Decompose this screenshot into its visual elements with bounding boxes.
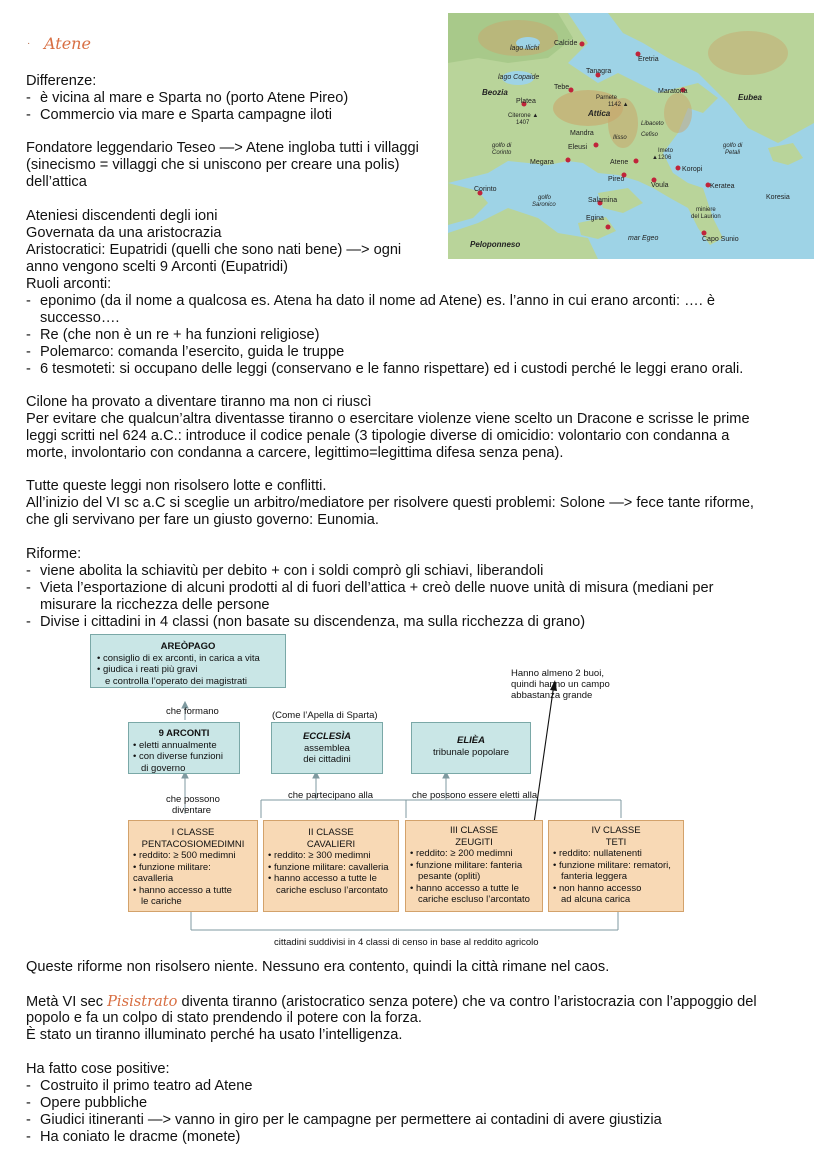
map-label: Corinto — [474, 186, 497, 193]
arconti-title: 9 ARCONTI — [158, 728, 210, 739]
classe-title: IV CLASSE — [591, 825, 641, 836]
arconti-box — [128, 722, 240, 774]
classe-title: II CLASSE — [308, 827, 354, 838]
map-label: golfo di — [723, 143, 743, 149]
map-label: miniere — [696, 207, 716, 213]
heading-bullet: · — [27, 38, 31, 49]
paragraph-line: Queste riforme non risolsero niente. Nessuno era contento, quindi la città rimane nel caos. — [26, 959, 610, 975]
areopago-title: AREÒPAGO — [160, 641, 216, 652]
box-line: • funzione militare: cavalleria — [268, 861, 389, 873]
map-label: 1407 — [516, 120, 530, 126]
paragraph-line: Aristocratici: Eupatridi (quelli che sono nati bene) —> ogni — [26, 242, 402, 258]
classe-4-box — [548, 820, 684, 912]
map-label: Beozia — [482, 88, 508, 97]
map-label: lago Copaide — [498, 74, 540, 81]
box-line: cariche escluso l’arcontato — [418, 894, 530, 905]
classe-title: ZEUGITI — [455, 836, 493, 848]
map-label: Ilisso — [613, 135, 627, 141]
classe-title: I CLASSE — [171, 827, 215, 838]
map-label: Eleusi — [568, 144, 588, 151]
map-label: 1142 ▲ — [608, 102, 629, 108]
map-label: Mandra — [570, 130, 594, 137]
pisistrato-name: Pisistrato — [107, 993, 178, 1010]
map-label: Citerone ▲ — [508, 113, 539, 119]
map-label: Cefiso — [641, 132, 659, 138]
paragraph-line: All’inizio del VI sc a.C si sceglie un arbitro/mediatore per risolvere questi problemi: Solone —> fece tante riforme, — [26, 495, 754, 511]
map-label: Koresia — [766, 194, 790, 201]
paragraph-line: Fondatore leggendario Teseo —> Atene ingloba tutti i villaggi — [26, 140, 419, 156]
box-line: cariche escluso l’arcontato — [276, 884, 388, 896]
box-line: fanteria leggera — [561, 871, 628, 882]
map-label: Parnete — [596, 95, 618, 101]
map-label: Corinto — [492, 150, 512, 156]
map-label: golfo di — [492, 143, 512, 149]
athenian-constitution-diagram — [86, 632, 696, 957]
map-label: Tanagra — [586, 68, 612, 75]
classe-title: III CLASSE — [449, 825, 499, 836]
map-label: Petali — [725, 150, 741, 156]
box-line: • reddito: ≥ 300 medimni — [268, 850, 371, 861]
map-label: Imeto — [658, 148, 674, 154]
paragraph-line: Governata da una aristocrazia — [26, 225, 222, 241]
map-label: Tebe — [554, 84, 570, 91]
differenze-title: Differenze: — [26, 73, 97, 89]
map-label: Koropi — [682, 166, 703, 173]
label-che-formano: che formano — [166, 706, 219, 717]
box-line: • reddito: ≥ 200 medimni — [410, 848, 513, 859]
paragraph-line: popolo e fa un colpo di stato prendendo il potere con la forza. — [26, 1010, 422, 1026]
map-label: Eretria — [638, 56, 659, 63]
positive-title: Ha fatto cose positive: — [26, 1061, 170, 1077]
label-che-partecipano: che partecipano alla — [288, 790, 374, 801]
box-line: tribunale popolare — [432, 746, 510, 758]
box-line: dei cittadini — [303, 754, 351, 765]
box-line: • consiglio di ex arconti, in carica a vita — [97, 652, 260, 664]
map-label: Pireo — [608, 176, 625, 183]
paragraph-line: morte, involontario con condanna a carcere, legittimo=legittima difesa senza pena). — [26, 445, 564, 461]
box-line: • funzione militare: fanteria — [410, 859, 523, 871]
box-line: • hanno accesso a tutte le — [410, 882, 519, 894]
map-label: Attica — [588, 109, 611, 118]
attica-map — [448, 13, 814, 259]
areopago-box — [90, 634, 286, 688]
paragraph-line: leggi scritti nel 624 a.C.: introduce il codice penale (3 tipologie diverse di omicidio: volontario con condanna a — [26, 428, 730, 444]
map-label: Egina — [586, 215, 604, 222]
diagram-footer: cittadini suddivisi in 4 classi di censo in base al reddito agricolo — [274, 937, 539, 948]
label-che-possono: che possono — [166, 794, 220, 805]
classe-title: PENTACOSIOMEDIMNI — [141, 838, 245, 850]
buoi-note-line: quindi hanno un campo — [511, 679, 610, 690]
box-line: di governo — [141, 762, 186, 774]
box-line: • reddito: nullatenenti — [553, 848, 642, 859]
classe-3-box — [405, 820, 543, 912]
box-line: • funzione militare: cavalleria — [133, 861, 211, 884]
paragraph-line: Tutte queste leggi non risolsero lotte e conflitti. — [26, 478, 327, 494]
box-line: assemblea — [304, 742, 350, 754]
map-label: Voula — [651, 182, 669, 189]
map-label: Saronico — [532, 202, 556, 208]
map-label: Keratea — [710, 183, 735, 190]
ecclesia-title: ECCLESÌA — [302, 731, 352, 742]
box-line: pesante (opliti) — [418, 871, 481, 882]
map-label: Salamina — [588, 197, 618, 204]
map-label: Platea — [516, 98, 536, 105]
box-line: • non hanno accesso — [553, 882, 642, 894]
classe-title: CAVALIERI — [306, 838, 356, 850]
box-line: • con diverse funzioni — [133, 751, 223, 762]
box-line: • hanno accesso a tutte — [133, 884, 232, 896]
paragraph-line: Per evitare che qualcun’altra diventasse tiranno o esercitare violenze viene scelto un Dracone e scrisse le prime — [26, 411, 750, 427]
map-label: mar Egeo — [628, 235, 659, 242]
box-line: • funzione militare: rematori, — [553, 859, 671, 871]
paragraph-line: Cilone ha provato a diventare tiranno ma non ci riuscì — [26, 394, 372, 410]
classe-2-box — [263, 820, 399, 912]
box-line: e controlla l’operato dei magistrati — [105, 675, 248, 687]
map-label: Atene — [610, 159, 629, 166]
box-line: • giudica i reati più gravi — [97, 664, 198, 675]
riforme-title: Riforme: — [26, 546, 82, 562]
paragraph-line: Ruoli arconti: — [26, 276, 112, 292]
label-che-possono-eletti: che possono essere eletti alla — [412, 790, 538, 801]
classe-1-box — [128, 820, 258, 912]
box-line: ad alcuna carica — [561, 894, 631, 905]
apella-note: (Come l’Apella di Sparta) — [272, 710, 378, 721]
map-label: Libaceto — [641, 121, 664, 127]
map-label: del Laurion — [691, 214, 721, 220]
pisistrato-line: Metà VI sec Pisistrato diventa tiranno (aristocratico senza potere) che va contro l’aristocrazia con l’appoggio del — [26, 993, 757, 1010]
eliea-title: ELIÈA — [457, 735, 485, 746]
paragraph-line: che gli servivano per fare un giusto governo: Eunomia. — [26, 512, 379, 528]
box-line: le cariche — [141, 896, 182, 907]
ecclesia-box — [271, 722, 383, 774]
paragraph-line: (sinecismo = villaggi che si uniscono per creare una polis) — [26, 157, 400, 173]
paragraph-line: Ateniesi discendenti degli ioni — [26, 208, 218, 224]
map-label: Peloponneso — [470, 240, 521, 249]
page-title: Atene — [44, 34, 91, 53]
label-diventare: diventare — [172, 805, 212, 816]
box-line: • hanno accesso a tutte le — [268, 873, 377, 884]
map-label: Eubea — [738, 93, 763, 102]
buoi-note-line: Hanno almeno 2 buoi, — [511, 668, 604, 679]
map-label: Calcide — [554, 40, 578, 47]
eliea-box — [411, 722, 531, 774]
buoi-note-line: abbastanza grande — [511, 690, 593, 701]
classe-title: TETI — [605, 836, 627, 848]
map-label: Maratona — [658, 88, 688, 95]
box-line: • eletti annualmente — [133, 739, 217, 751]
box-line: • reddito: ≥ 500 medimni — [133, 850, 236, 861]
map-label: golfo — [538, 195, 552, 201]
map-label: ▲1206 — [652, 155, 672, 161]
paragraph-line: È stato un tiranno illuminato perché ha usato l’intelligenza. — [26, 1027, 403, 1043]
paragraph-line: anno vengono scelti 9 Arconti (Eupatridi) — [26, 259, 289, 275]
map-label: lago Ilichi — [510, 45, 540, 52]
paragraph-line: dell’attica — [26, 174, 87, 190]
map-label: Capo Sunio — [702, 236, 739, 243]
map-label: Megara — [530, 159, 554, 166]
